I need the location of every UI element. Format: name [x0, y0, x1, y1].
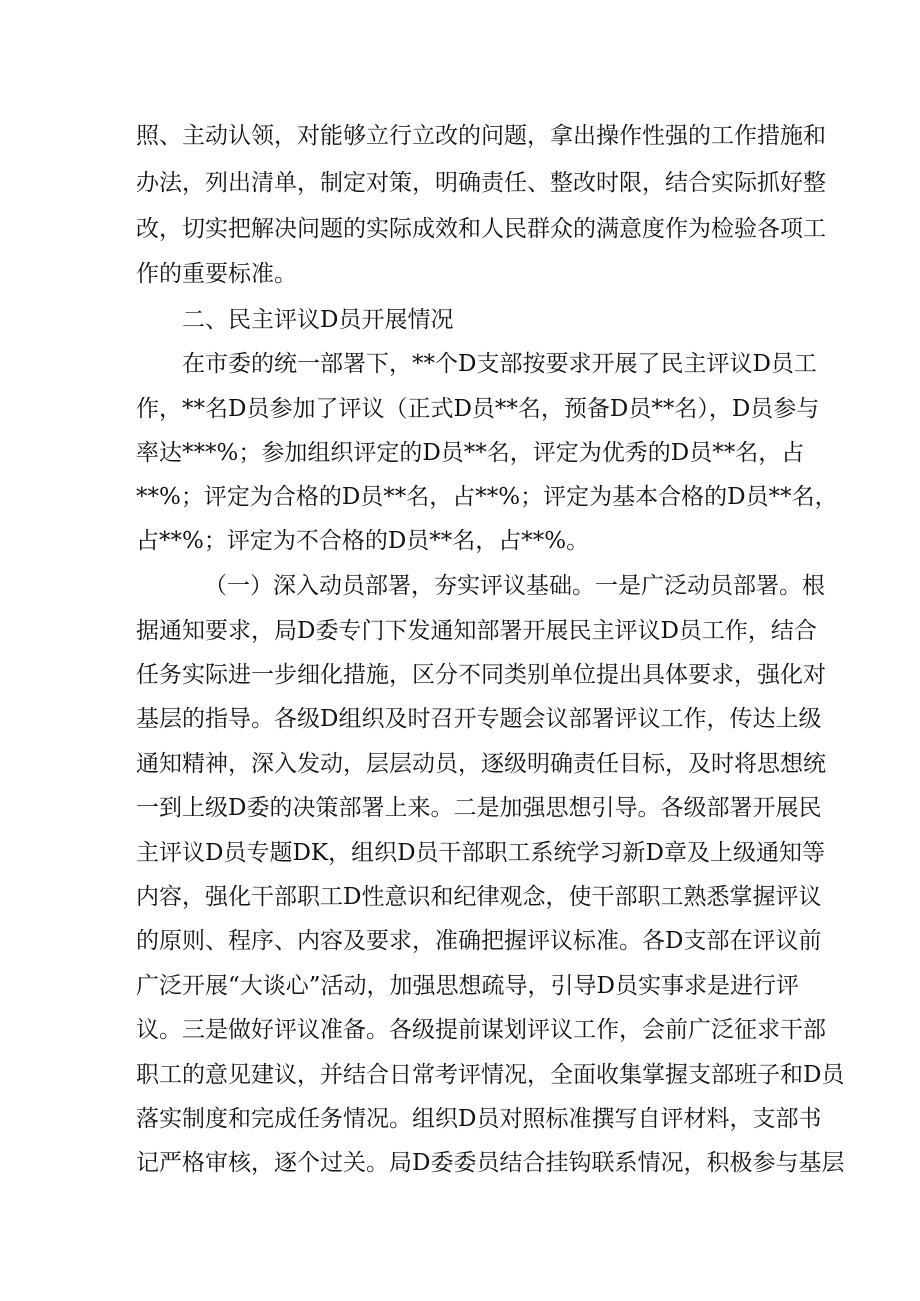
- body-text-line: 作的重要标准。: [136, 261, 297, 287]
- body-text-line: 内容，强化干部职工D性意识和纪律观念，使干部职工熟悉掌握评议: [136, 884, 822, 910]
- body-text-line: 通知精神，深入发动，层层动员，逐级明确责任目标，及时将思想统: [136, 751, 826, 777]
- body-text-line: 改，切实把解决问题的实际成效和人民群众的满意度作为检验各项工: [136, 216, 826, 242]
- body-text-line: 率达***%；参加组织评定的D员**名，评定为优秀的D员**名，占: [136, 440, 805, 466]
- body-text-line: 记严格审核，逐个过关。局D委委员结合挂钩联系情况，积极参与基层: [136, 1150, 845, 1176]
- body-text-line: **%；评定为合格的D员**名，占**%；评定为基本合格的D员**名，: [136, 484, 838, 510]
- subsection-first-line: （一）深入动员部署，夯实评议基础。一是广泛动员部署。根: [204, 573, 825, 599]
- body-text-line: 基层的指导。各级D组织及时召开专题会议部署评议工作，传达上级: [136, 706, 822, 732]
- body-text-line: 落实制度和完成任务情况。组织D员对照标准撰写自评材料，支部书: [136, 1106, 822, 1132]
- body-text-line: 作，**名D员参加了评议（正式D员**名，预备D员**名），D员参与: [136, 396, 820, 422]
- body-text-line: 的原则、程序、内容及要求，准确把握评议标准。各D支部在评议前: [136, 928, 822, 954]
- body-text-line: 占**%；评定为不合格的D员**名，占**%。: [136, 528, 590, 554]
- body-text-line: 议。三是做好评议准备。各级提前谋划评议工作，会前广泛征求干部: [136, 1017, 826, 1043]
- body-text-line: 据通知要求，局D委专门下发通知部署开展民主评议D员工作，结合: [136, 618, 817, 644]
- body-text-line: 一到上级D委的决策部署上来。二是加强思想引导。各级部署开展民: [136, 795, 822, 821]
- body-text-line: 照、主动认领，对能够立行立改的问题，拿出操作性强的工作措施和: [136, 123, 826, 149]
- body-text-line: 职工的意见建议，并结合日常考评情况，全面收集掌握支部班子和D员: [136, 1062, 845, 1088]
- body-text-line: 主评议D员专题DK，组织D员干部职工系统学习新D章及上级通知等: [136, 840, 825, 866]
- body-text-line: 任务实际进一步细化措施，区分不同类别单位提出具体要求，强化对: [136, 662, 826, 688]
- body-text-line: 办法，列出清单，制定对策，明确责任、整改时限，结合实际抓好整: [136, 170, 826, 196]
- section-heading: 二、民主评议D员开展情况: [182, 307, 454, 333]
- body-text-line: 广泛开展“大谈心”活动，加强思想疏导，引导D员实事求是进行评: [136, 973, 799, 999]
- paragraph-first-line: 在市委的统一部署下，**个D支部按要求开展了民主评议D员工: [182, 351, 817, 377]
